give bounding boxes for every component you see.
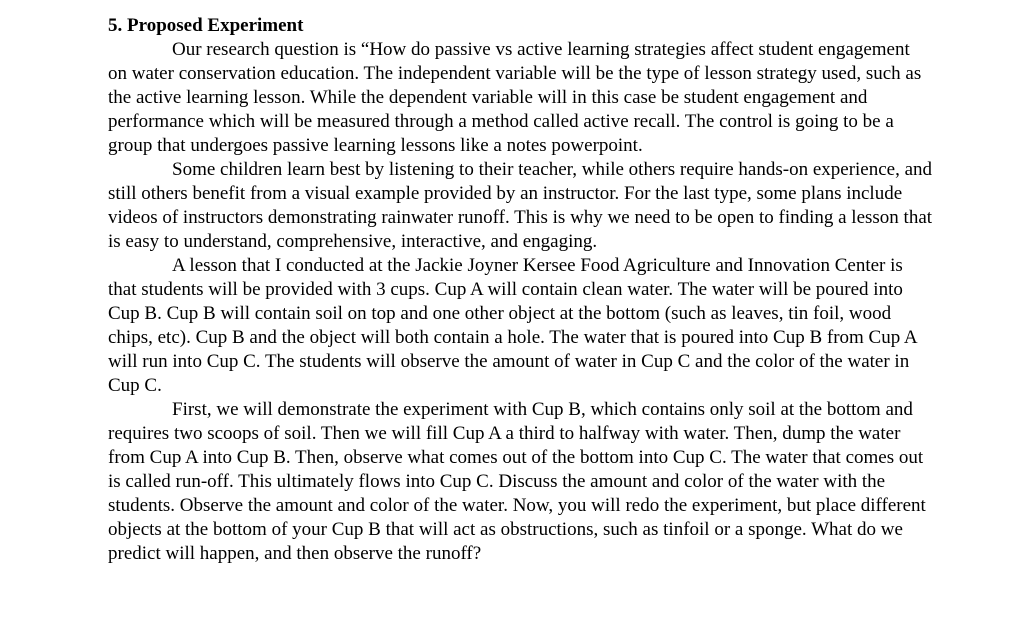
paragraph-learning-styles: Some children learn best by listening to their teacher, while others require hands-on experience, and still others benefit from a visual example provided by an instructor. For the last type, some plans include videos of instructors demonstrating rainwater runoff. This is why we need to be open to finding a lesson that is easy to understand, comprehensive, interactive, and engaging. bbox=[108, 159, 933, 252]
section-heading: 5. Proposed Experiment bbox=[108, 15, 304, 36]
document-page bbox=[108, 14, 933, 566]
paragraph-procedure: First, we will demonstrate the experiment with Cup B, which contains only soil at the bottom and requires two scoops of soil. Then we will fill Cup A a third to halfway with water. Then, dump the water from Cup A into Cup B. Then, observe what comes out of the bottom into Cup C. The water that comes out is called run-off. This ultimately flows into Cup C. Discuss the amount and color of the water with the students. Observe the amount and color of the water. Now, you will redo the experiment, but place different objects at the bottom of your Cup B that will act as obstructions, such as tinfoil or a sponge. What do we predict will happen, and then observe the runoff? bbox=[108, 399, 926, 564]
paragraph-lesson-setup: A lesson that I conducted at the Jackie Joyner Kersee Food Agriculture and Innovation Center is that students will be provided with 3 cups. Cup A will contain clean water. The water will be poured into Cup B. Cup B will contain soil on top and one other object at the bottom (such as leaves, tin foil, wood chips, etc). Cup B and the object will both contain a hole. The water that is poured into Cup B from Cup A will run into Cup C. The students will observe the amount of water in Cup C and the color of the water in Cup C. bbox=[108, 255, 917, 396]
paragraph-research-question: Our research question is “How do passive vs active learning strategies affect student engagement on water conservation education. The independent variable will be the type of lesson strategy used, such as the active learning lesson. While the dependent variable will in this case be student engagement and performance which will be measured through a method called active recall. The control is going to be a group that undergoes passive learning lessons like a notes powerpoint. bbox=[108, 39, 922, 156]
